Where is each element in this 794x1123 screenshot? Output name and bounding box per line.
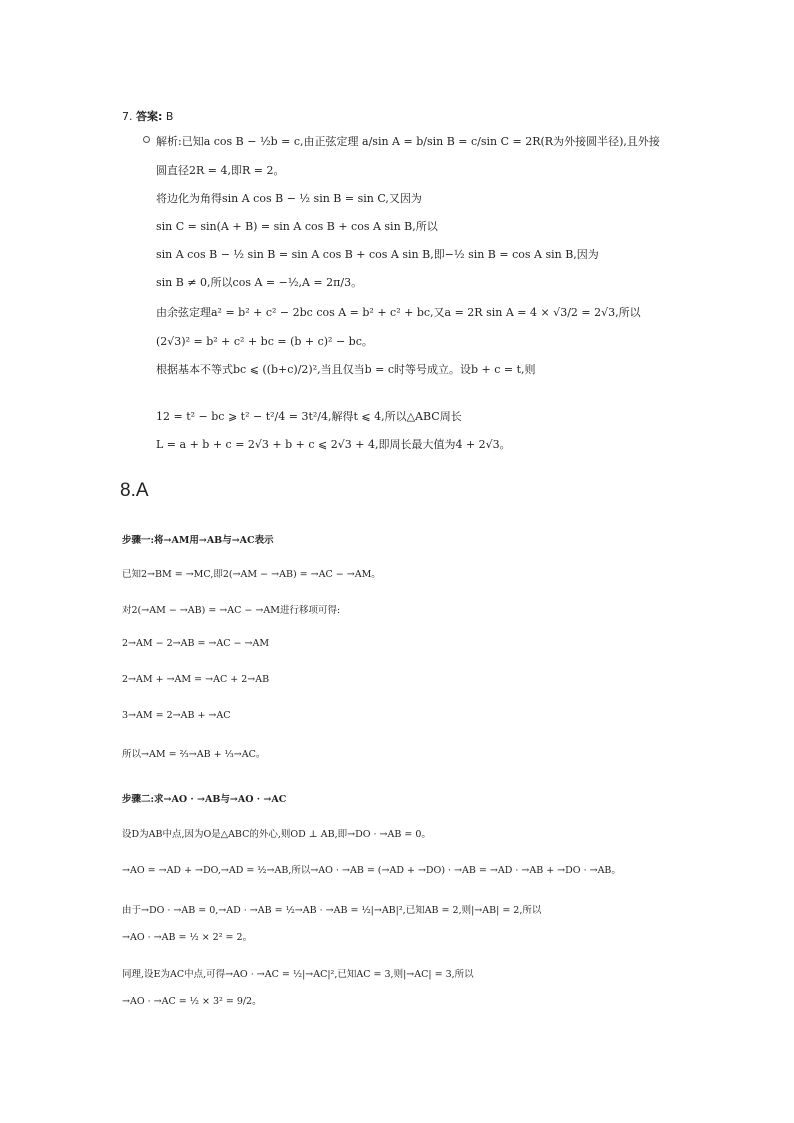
q8-line-4: 2→AM − 2→AB = →AC − →AM — [122, 638, 270, 649]
q8-line-9: 设D为AB中点,因为O是△ABC的外心,则OD ⊥ AB,即→DO · →AB = 0。 — [122, 829, 431, 840]
q8-line-5: 2→AM + →AM = →AC + 2→AB — [122, 674, 270, 685]
q7-line-3: 将边化为角得sin A cos B − ½ sin B = sin C,又因为 — [156, 192, 422, 205]
q8-line-13: 同理,设E为AC中点,可得→AO · →AC = ½|→AC|²,已知AC = 3,则|→AC| = 3,所以 — [122, 969, 474, 980]
q7-line-9: 根据基本不等式bc ⩽ ((b+c)/2)²,当且仅当b = c时等号成立。设b + c = t,则 — [156, 363, 536, 376]
q7-line-6: sin B ≠ 0,所以cos A = −½,A = 2π/3。 — [156, 276, 363, 289]
q7-line-4: sin C = sin(A + B) = sin A cos B + cos A sin B,所以 — [156, 220, 438, 233]
q7-line-11: L = a + b + c = 2√3 + b + c ⩽ 2√3 + 4,即周长最大值为4 + 2√3。 — [156, 438, 511, 451]
q8-line-6: 3→AM = 2→AB + →AC — [122, 710, 231, 721]
q8-heading: 8.A — [120, 480, 149, 501]
q8-line-7: 所以→AM = ⅔→AB + ⅓→AC。 — [122, 749, 266, 760]
q7-line-7: 由余弦定理a² = b² + c² − 2bc cos A = b² + c² + bc,又a = 2R sin A = 4 × √3/2 = 2√3,所以 — [156, 306, 641, 319]
q8-line-10: →AO = →AD + →DO,→AD = ½→AB,所以→AO · →AB = (→AD + →DO) · →AB = →AD · →AB + →DO · →AB。 — [122, 865, 621, 876]
q8-line-12: →AO · →AB = ½ × 2² = 2。 — [122, 932, 253, 943]
q8-line-11: 由于→DO · →AB = 0,→AD · →AB = ½→AB · →AB = ½|→AB|²,已知AB = 2,则|→AB| = 2,所以 — [122, 905, 542, 916]
q8-step2-title: 步骤二:求→AO · →AB与→AO · →AC — [122, 794, 287, 805]
q7-line-8: (2√3)² = b² + c² + bc = (b + c)² − bc。 — [156, 335, 373, 348]
q8-step1-title: 步骤一:将→AM用→AB与→AC表示 — [122, 535, 274, 546]
bullet-circle-icon — [143, 136, 150, 143]
q8-line-14: →AO · →AC = ½ × 3² = 9/2。 — [122, 996, 262, 1007]
q7-header — [122, 108, 173, 124]
q8-line-3: 对2(→AM − →AB) = →AC − →AM进行移项可得: — [122, 605, 341, 616]
q8-line-2: 已知2→BM = →MC,即2(→AM − →AB) = →AC − →AM。 — [122, 569, 381, 580]
q7-answer: B — [165, 110, 174, 123]
q7-line-1: 解析:已知a cos B − ½b = c,由正弦定理 a/sin A = b/sin B = c/sin C = 2R(R为外接圆半径),且外接 — [156, 135, 660, 148]
q7-line-2: 圆直径2R = 4,即R = 2。 — [156, 164, 285, 177]
q7-line-10: 12 = t² − bc ⩾ t² − t²/4 = 3t²/4,解得t ⩽ 4,所以△ABC周长 — [156, 410, 462, 423]
q7-answer-label: 答案: — [136, 110, 163, 123]
q7-line-5: sin A cos B − ½ sin B = sin A cos B + cos A sin B,即−½ sin B = cos A sin B,因为 — [156, 248, 599, 261]
q7-number: 7. — [122, 110, 133, 123]
